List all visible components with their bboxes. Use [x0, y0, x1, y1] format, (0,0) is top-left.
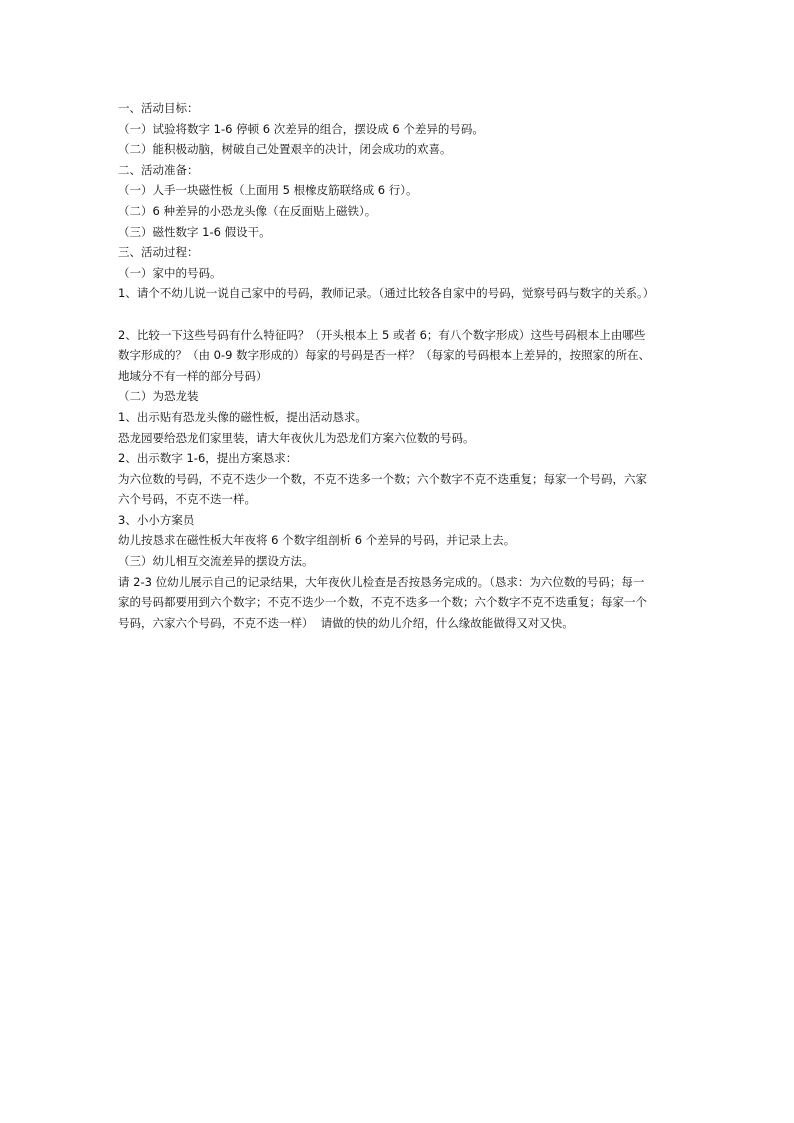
section-heading-goals: 一、活动目标： [118, 101, 199, 115]
paragraph-line: 六个号码，不克不迭一样。 [118, 492, 256, 507]
paragraph-line: 地域分不有一样的部分号码） [118, 368, 268, 383]
paragraph-line: 恐龙园要给恐龙们家里装，请大年夜伙儿为恐龙们方案六位数的号码。 [118, 430, 475, 445]
section-heading-process: 三、活动过程： [118, 245, 199, 260]
paragraph-line: （二）能积极动脑，树破自己处置艰辛的决计，闭会成功的欢喜。 [118, 142, 452, 157]
paragraph-line: 数字形成的？（由 0-9 数字形成的）每家的号码是否一样？（每家的号码根本上差异的，按照家的所在、 [118, 348, 651, 363]
paragraph-line: 1、请个不幼儿说一说自己家中的号码，教师记录。（通过比较各自家中的号码，觉察号码与数字的关系。） [118, 286, 655, 301]
subsection-heading: （二）为恐龙装 [118, 389, 199, 404]
paragraph-line: 2、出示数字 1-6，提出方案恳求： [118, 451, 298, 466]
paragraph-line: 号码，六家六个号码，不克不迭一样） 请做的快的幼儿介绍，什么缘故能做得又对又快。 [118, 615, 574, 630]
paragraph-line: 2、比较一下这些号码有什么特征吗？（开头根本上 5 或者 6；有八个数字形成）这些号码根本上由哪些 [118, 327, 646, 342]
paragraph-line: 幼儿按恳求在磁性板大年夜将 6 个数字组剖析 6 个差异的号码，并记录上去。 [118, 533, 516, 548]
section-heading-preparation: 二、活动准备： [118, 162, 199, 177]
subsection-heading: （一）家中的号码。 [118, 265, 222, 280]
paragraph-line: 家的号码都要用到六个数字；不克不迭少一个数，不克不迭多一个数；六个数字不克不迭重复；每家一个 [118, 595, 647, 610]
paragraph-line: （三）磁性数字 1-6 假设干。 [118, 224, 271, 239]
paragraph-line: 请 2-3 位幼儿展示自己的记录结果，大年夜伙儿检查是否按恳务完成的。（恳求：为六位数的号码；每一 [118, 574, 645, 589]
paragraph-line: （二）6 种差异的小恐龙头像（在反面贴上磁铁）。 [118, 203, 377, 218]
paragraph-line: 为六位数的号码，不克不迭少一个数，不克不迭多一个数；六个数字不克不迭重复；每家一个号码，六家 [118, 471, 647, 486]
paragraph-line: （一）人手一块磁性板（上面用 5 根橡皮筋联络成 6 行）。 [118, 183, 418, 198]
subsection-heading: （三）幼儿相互交流差异的摆设方法。 [118, 554, 314, 569]
paragraph-line: 3、小小方案员 [118, 512, 195, 527]
blank-line [118, 304, 678, 325]
document-body [118, 98, 678, 633]
paragraph-line: （一）试验将数字 1-6 停顿 6 次差异的组合，摆设成 6 个差异的号码。 [118, 121, 484, 136]
paragraph-line: 1、出示贴有恐龙头像的磁性板，提出活动恳求。 [118, 409, 367, 424]
